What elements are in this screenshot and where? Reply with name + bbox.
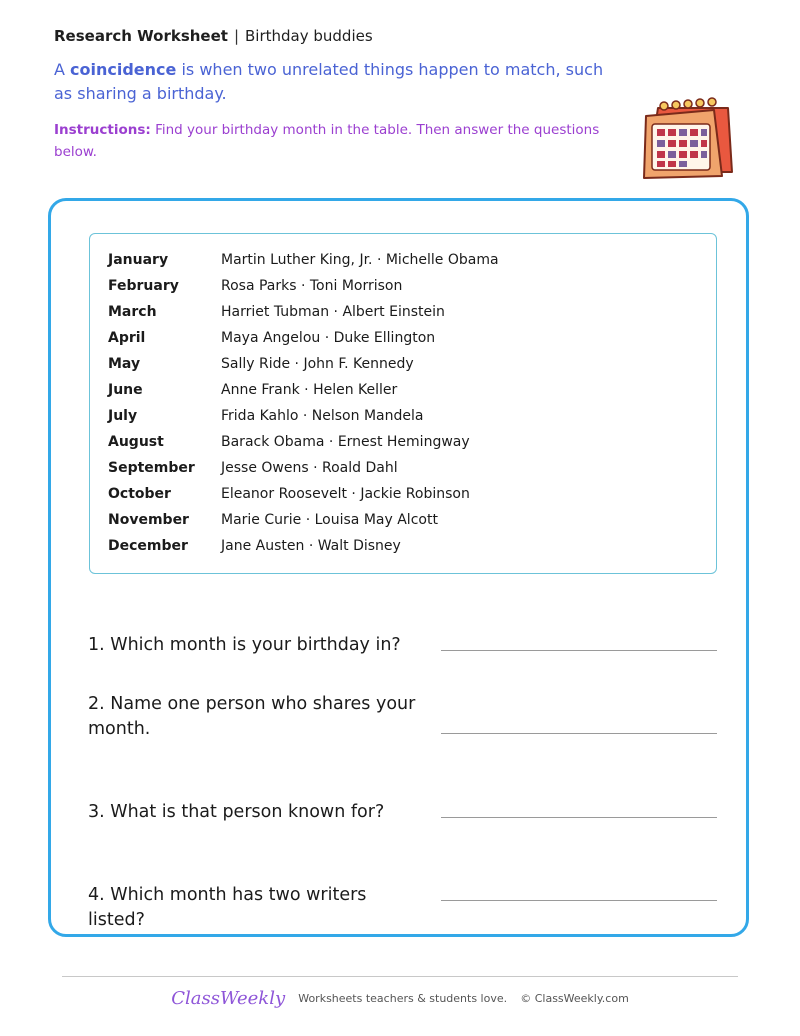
month-name: March: [108, 304, 157, 320]
month-name: April: [108, 330, 146, 346]
month-name: May: [108, 356, 141, 372]
month-name: July: [108, 408, 138, 424]
month-people: Anne Frank · Helen Keller: [221, 382, 398, 398]
month-name: December: [108, 538, 188, 554]
answer-line-1[interactable]: [441, 650, 717, 651]
month-name: June: [108, 382, 143, 398]
footer-tagline: Worksheets teachers & students love.: [298, 992, 508, 1005]
instructions-text: Find your birthday month in the table. Then answer the questions below.: [54, 122, 600, 160]
header-separator: |: [233, 27, 240, 45]
month-name: January: [108, 252, 169, 268]
worksheet-header: [54, 27, 373, 45]
question-2: 2. Name one person who shares your month.: [88, 694, 416, 739]
month-people: Frida Kahlo · Nelson Mandela: [221, 408, 424, 424]
month-name: October: [108, 486, 171, 502]
answer-line-2[interactable]: [441, 733, 717, 734]
question-3: 3. What is that person known for?: [88, 802, 385, 822]
month-name: November: [108, 512, 189, 528]
question-1: 1. Which month is your birthday in?: [88, 635, 401, 655]
month-people: Marie Curie · Louisa May Alcott: [221, 512, 438, 528]
month-people: Rosa Parks · Toni Morrison: [221, 278, 403, 294]
definition-term: coincidence: [70, 60, 177, 79]
definition-prefix: A: [54, 60, 71, 79]
month-name: February: [108, 278, 179, 294]
month-name: September: [108, 460, 195, 476]
month-people: Maya Angelou · Duke Ellington: [221, 330, 436, 346]
answer-line-4[interactable]: [441, 900, 717, 901]
answer-line-3[interactable]: [441, 817, 717, 818]
birthday-month-table: [89, 233, 717, 574]
month-people: Jane Austen · Walt Disney: [221, 538, 401, 554]
footer-divider: [62, 976, 738, 977]
definition-rest: is when two unrelated things happen to match, such as sharing a birthday.: [54, 60, 604, 103]
footer: [0, 988, 800, 1009]
brand-logo: ClassWeekly: [171, 988, 286, 1009]
definition-text: [54, 58, 614, 106]
month-people: Barack Obama · Ernest Hemingway: [221, 434, 470, 450]
month-people: Martin Luther King, Jr. · Michelle Obama: [221, 252, 499, 268]
month-name: August: [108, 434, 164, 450]
month-people: Eleanor Roosevelt · Jackie Robinson: [221, 486, 470, 502]
worksheet-card: [48, 198, 749, 937]
month-people: Jesse Owens · Roald Dahl: [221, 460, 398, 476]
question-4: 4. Which month has two writers listed?: [88, 885, 367, 930]
month-people: Sally Ride · John F. Kennedy: [221, 356, 414, 372]
instructions-label: Instructions:: [54, 122, 151, 138]
month-people: Harriet Tubman · Albert Einstein: [221, 304, 445, 320]
worksheet-subtitle: Birthday buddies: [245, 27, 373, 45]
calendar-icon: [640, 96, 736, 180]
instructions: [54, 119, 614, 163]
footer-copyright: © ClassWeekly.com: [520, 992, 629, 1005]
worksheet-title: Research Worksheet: [54, 27, 228, 45]
